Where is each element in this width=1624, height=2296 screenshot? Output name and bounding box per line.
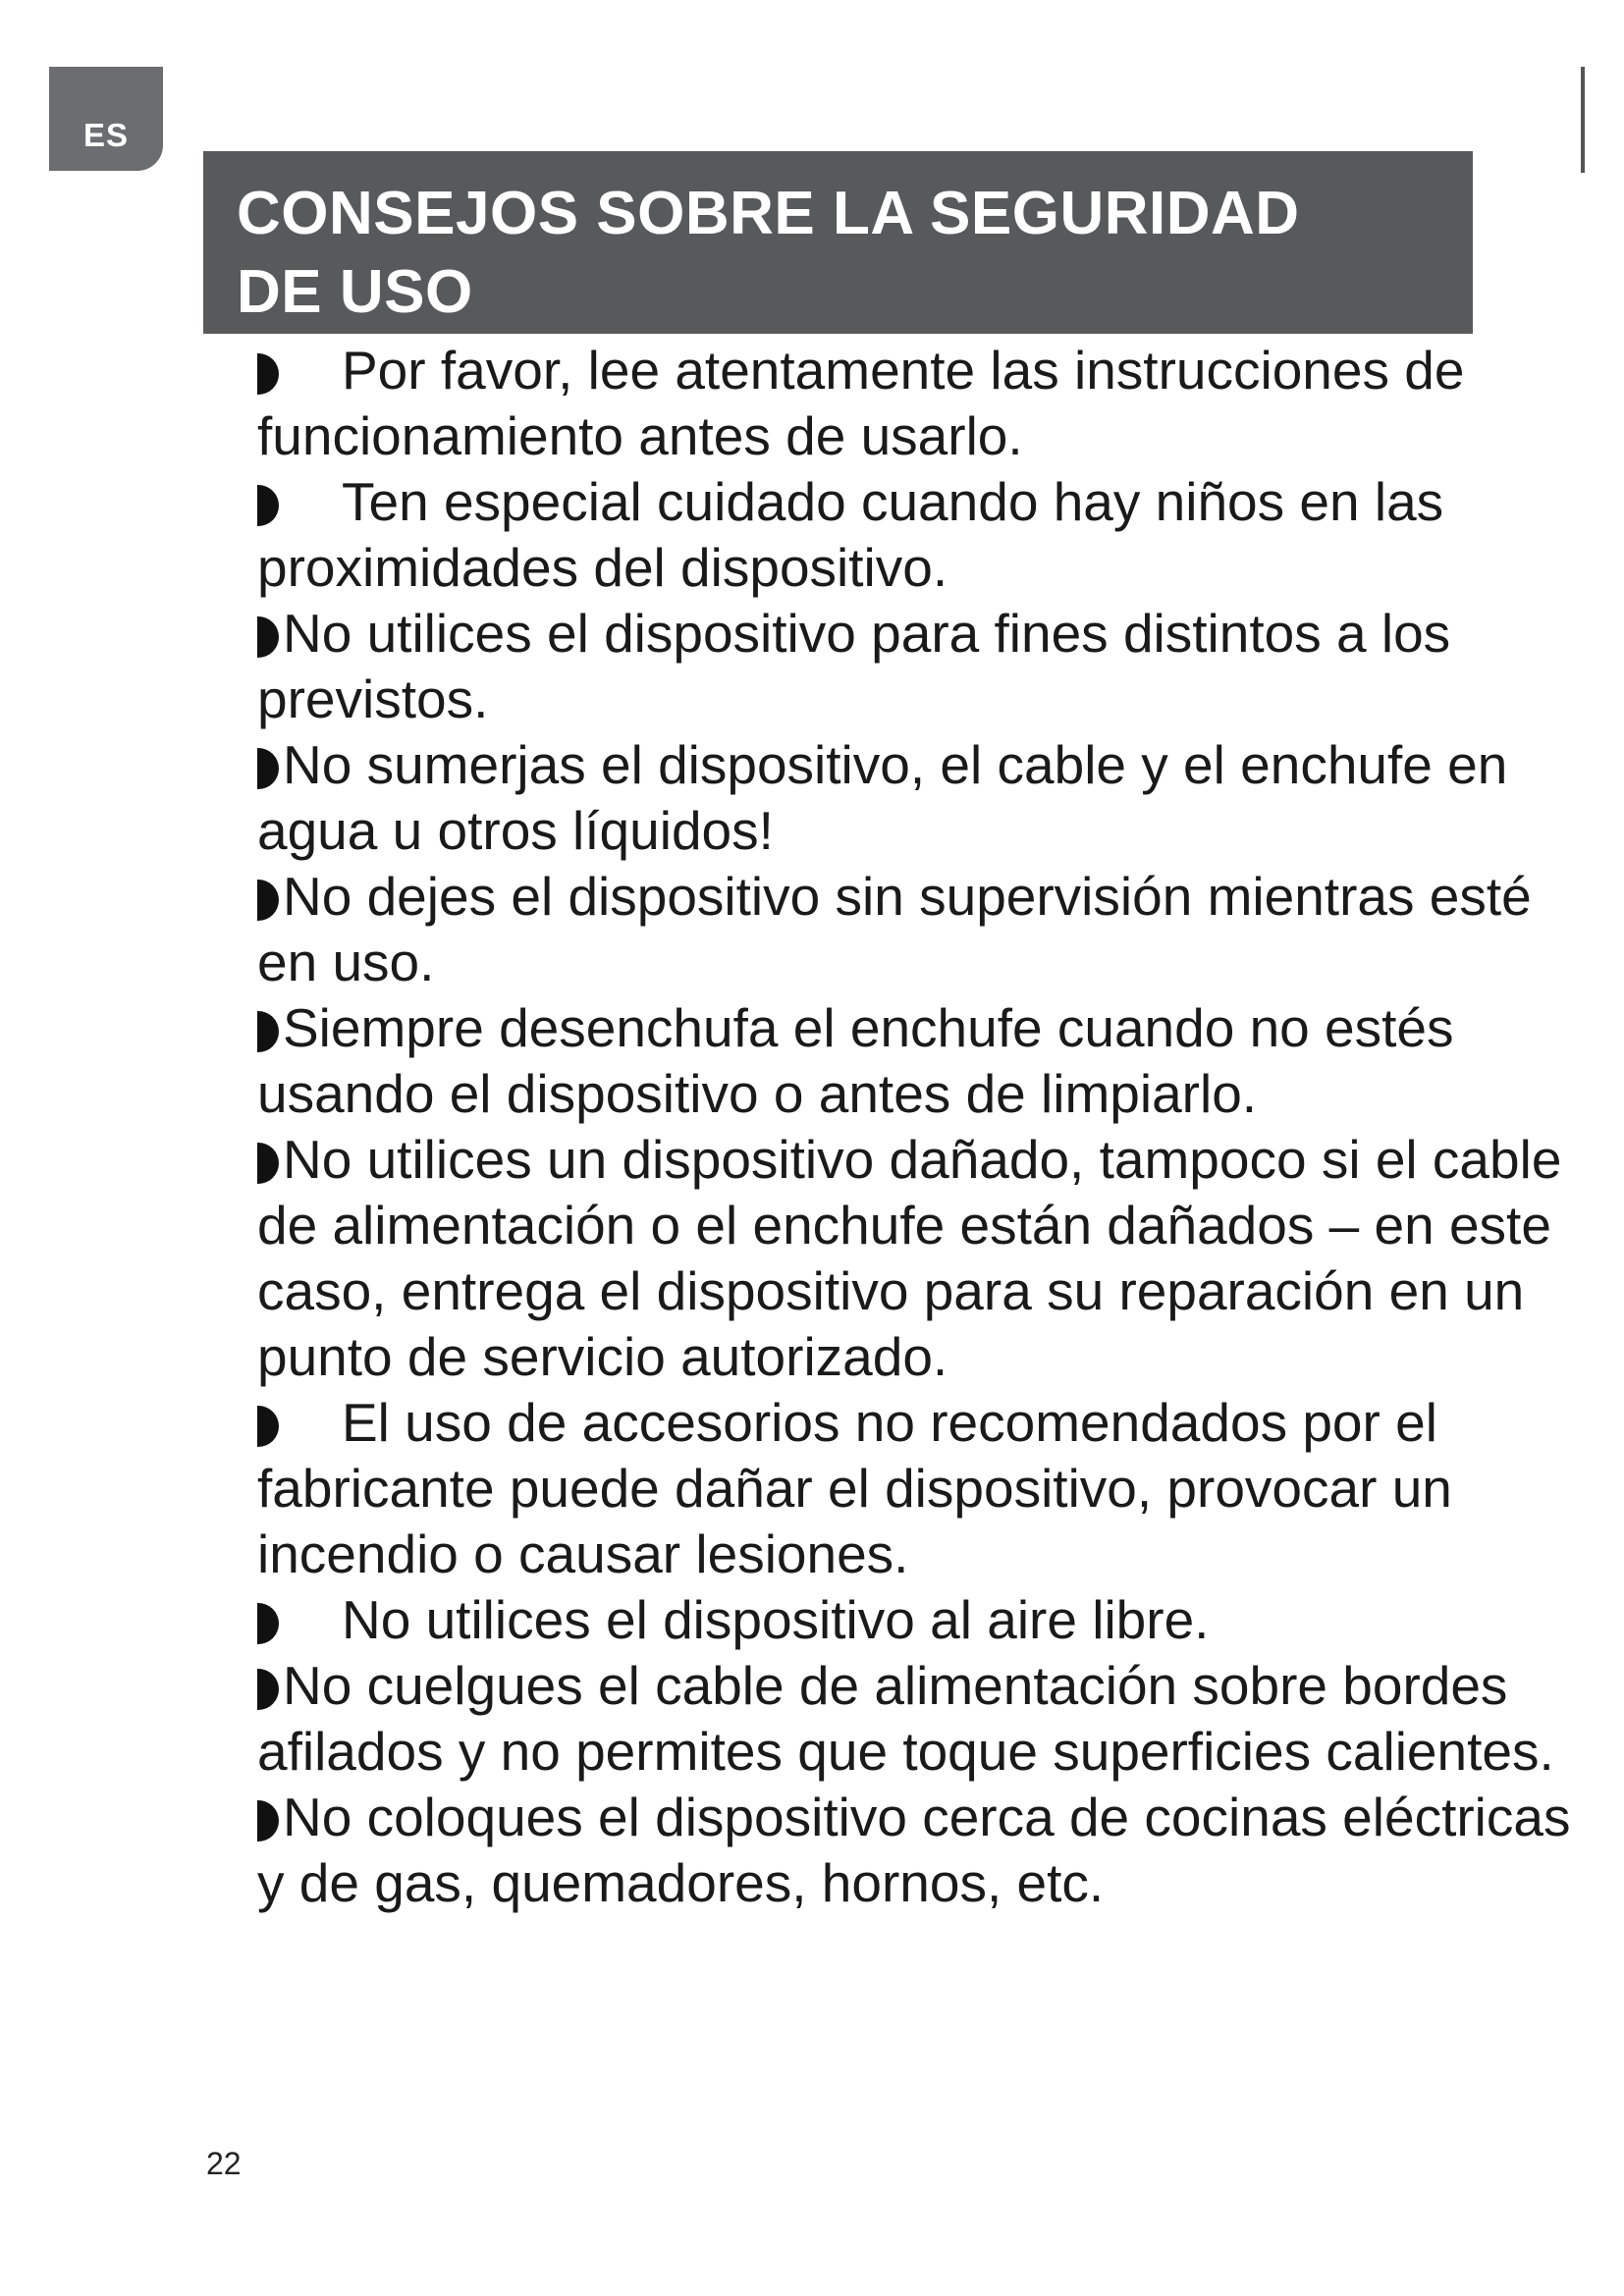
language-tab xyxy=(49,67,163,171)
bullet-icon xyxy=(257,485,279,526)
page-number: 22 xyxy=(206,2146,242,2181)
list-item-text: No utilices el dispositivo al aire libre. xyxy=(342,1589,1210,1650)
bullet-icon xyxy=(257,616,279,658)
list-item xyxy=(257,1653,1583,1785)
bullet-icon xyxy=(257,1669,279,1710)
title-banner xyxy=(203,151,1473,334)
list-item-text: No coloques el dispositivo cerca de cocinas eléctricas y de gas, quemadores, hornos, etc. xyxy=(257,1787,1571,1913)
list-item-text: Ten especial cuidado cuando hay niños en las proximidades del dispositivo. xyxy=(257,471,1444,598)
list-item xyxy=(257,1785,1583,1916)
page-edge-divider xyxy=(1581,67,1585,173)
bullet-icon xyxy=(257,748,279,789)
page-title-line-2: DE USO xyxy=(237,258,473,326)
list-item-text: El uso de accesorios no recomendados por el fabricante puede dañar el dispositivo, provocar un incendio o causar lesiones. xyxy=(257,1392,1452,1584)
list-item xyxy=(257,1390,1583,1587)
list-item-text: Por favor, lee atentamente las instrucciones de funcionamiento antes de usarlo. xyxy=(257,340,1465,466)
bullet-icon xyxy=(257,1603,279,1644)
safety-list xyxy=(257,338,1583,1916)
list-item xyxy=(257,601,1583,732)
bullet-icon xyxy=(257,1143,279,1184)
page-title xyxy=(237,175,1473,332)
list-item xyxy=(257,1587,1583,1653)
list-item-text: No utilices un dispositivo dañado, tampoco si el cable de alimentación o el enchufe están dañados – en este caso, entrega el dispositivo para su reparación en un punto de servicio autorizado. xyxy=(257,1129,1562,1387)
list-item xyxy=(257,864,1583,995)
page-title-line-1: CONSEJOS SOBRE LA SEGURIDAD xyxy=(237,180,1300,247)
list-item-text: No sumerjas el dispositivo, el cable y el enchufe en agua u otros líquidos! xyxy=(257,734,1508,861)
list-item-text: No dejes el dispositivo sin supervisión mientras esté en uso. xyxy=(257,866,1532,992)
bullet-icon xyxy=(257,353,279,395)
bullet-icon xyxy=(257,1011,279,1052)
list-item-text: Siempre desenchufa el enchufe cuando no estés usando el dispositivo o antes de limpiarlo. xyxy=(257,997,1454,1124)
bullet-icon xyxy=(257,880,279,921)
list-item xyxy=(257,732,1583,864)
bullet-icon xyxy=(257,1800,279,1842)
list-item xyxy=(257,995,1583,1127)
list-item xyxy=(257,469,1583,601)
list-item-text: No utilices el dispositivo para fines distintos a los previstos. xyxy=(257,603,1451,729)
list-item xyxy=(257,338,1583,469)
list-item-text: No cuelgues el cable de alimentación sobre bordes afilados y no permites que toque superficies calientes. xyxy=(257,1655,1554,1782)
language-label: ES xyxy=(82,117,130,153)
list-item xyxy=(257,1127,1583,1390)
bullet-icon xyxy=(257,1406,279,1447)
